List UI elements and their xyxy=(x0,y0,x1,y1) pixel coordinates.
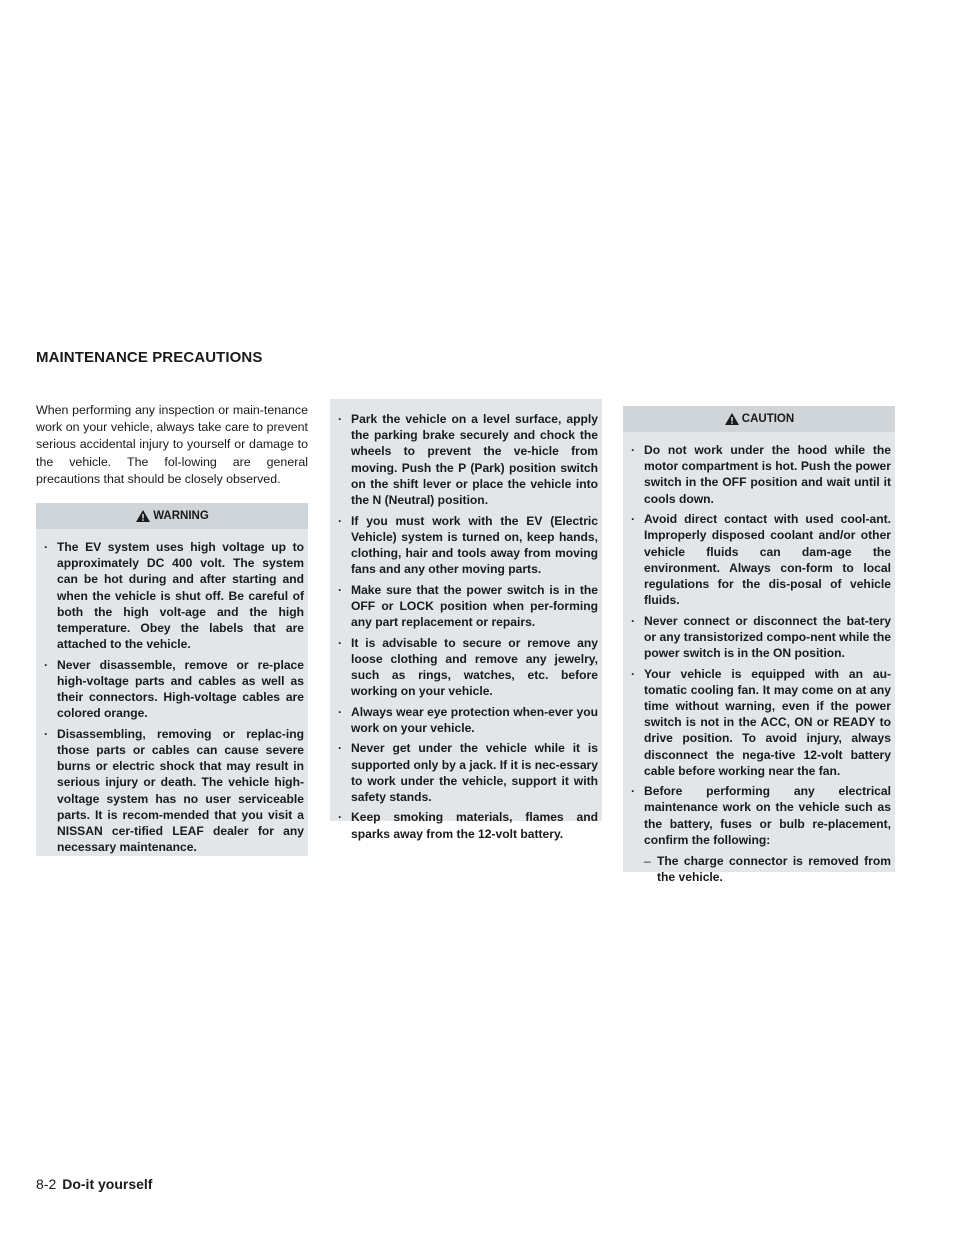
list-item-text: Before performing any electrical maintenance work on the vehicle such as the battery, fuses or bulb re-placement, confirm the following: xyxy=(644,784,891,847)
list-item: · Avoid direct contact with used cool-ant. Improperly disposed coolant and/or other vehicle fluids can dam-age the environment. Always con-form to local regulations for the dis-posal of vehicle fluids. xyxy=(631,511,891,608)
warning-continued-list xyxy=(330,411,602,842)
list-item: · Keep smoking materials, flames and sparks away from the 12-volt battery. xyxy=(338,809,598,841)
sub-list-item: – The charge connector is removed from the vehicle. xyxy=(644,853,891,885)
page-footer xyxy=(36,1176,152,1192)
intro-paragraph: When performing any inspection or main-tenance work on your vehicle, always take care to prevent serious accidental injury to yourself or damage to the vehicle. The fol-lowing are general precautions that should be closely observed. xyxy=(36,403,308,486)
list-item: · Never get under the vehicle while it is supported only by a jack. If it is nec-essary to work under the vehicle, support it with safety stands. xyxy=(338,740,598,805)
list-item xyxy=(631,783,891,885)
caution-sub-list xyxy=(644,853,891,885)
list-item: · Disassembling, removing or replac-ing those parts or cables can cause severe burns or electric shock that may result in serious injury or death. The vehicle high-voltage system has no user serviceable parts. It is recom-mended that you visit a NISSAN cer-tified LEAF dealer for any necessary maintenance. xyxy=(44,726,304,856)
list-item: · Always wear eye protection when-ever you work on your vehicle. xyxy=(338,704,598,736)
list-item: · Never connect or disconnect the bat-tery or any transistorized compo-nent while the power switch is in the ON position. xyxy=(631,613,891,662)
warning-title: WARNING xyxy=(153,510,209,522)
list-item: · Never disassemble, remove or re-place high-voltage parts and cables as well as their connectors. High-voltage cables are colored orange. xyxy=(44,657,304,722)
list-item: · The EV system uses high voltage up to approximately DC 400 volt. The system can be hot during and after starting and when the vehicle is shut off. Be careful of both the high volt-age and the high temperature. Obey the labels that are attached to the vehicle. xyxy=(44,539,304,652)
warning-header xyxy=(36,503,308,529)
caution-box xyxy=(623,406,895,885)
list-item: · Park the vehicle on a level surface, apply the parking brake securely and chock the wheels to prevent the ve-hicle from moving. Push the P (Park) position switch on the shift lever or place the vehicle into the N (Neutral) position. xyxy=(338,411,598,508)
list-item: · It is advisable to secure or remove any loose clothing and remove any jewelry, such as rings, watches, etc. before working on your vehicle. xyxy=(338,635,598,700)
list-item: · Do not work under the hood while the motor compartment is hot. Push the power switch in the OFF position and wait until it cools down. xyxy=(631,442,891,507)
page-number: 8-2 xyxy=(36,1176,57,1192)
caution-header xyxy=(623,406,895,432)
warning-triangle-icon xyxy=(135,509,151,523)
caution-list xyxy=(623,442,895,885)
footer-section-name: Do-it yourself xyxy=(62,1176,153,1192)
list-item: · Your vehicle is equipped with an au-tomatic cooling fan. It may come on at any time without warning, even if the power switch is not in the ACC, ON or READY to drive position. To avoid injury, always disconnect the nega-tive 12-volt battery cable before working near the fan. xyxy=(631,666,891,779)
warning-triangle-icon xyxy=(724,412,740,426)
warning-box xyxy=(36,503,308,856)
caution-title: CAUTION xyxy=(741,413,795,425)
warning-continued-box xyxy=(330,399,602,841)
section-title: MAINTENANCE PRECAUTIONS xyxy=(36,349,263,366)
list-item: · If you must work with the EV (Electric Vehicle) system is turned on, keep hands, clothing, hair and tools away from moving fans and any other moving parts. xyxy=(338,513,598,578)
list-item: · Make sure that the power switch is in the OFF or LOCK position when per-forming any part replacement or repairs. xyxy=(338,582,598,631)
warning-list xyxy=(36,539,308,855)
